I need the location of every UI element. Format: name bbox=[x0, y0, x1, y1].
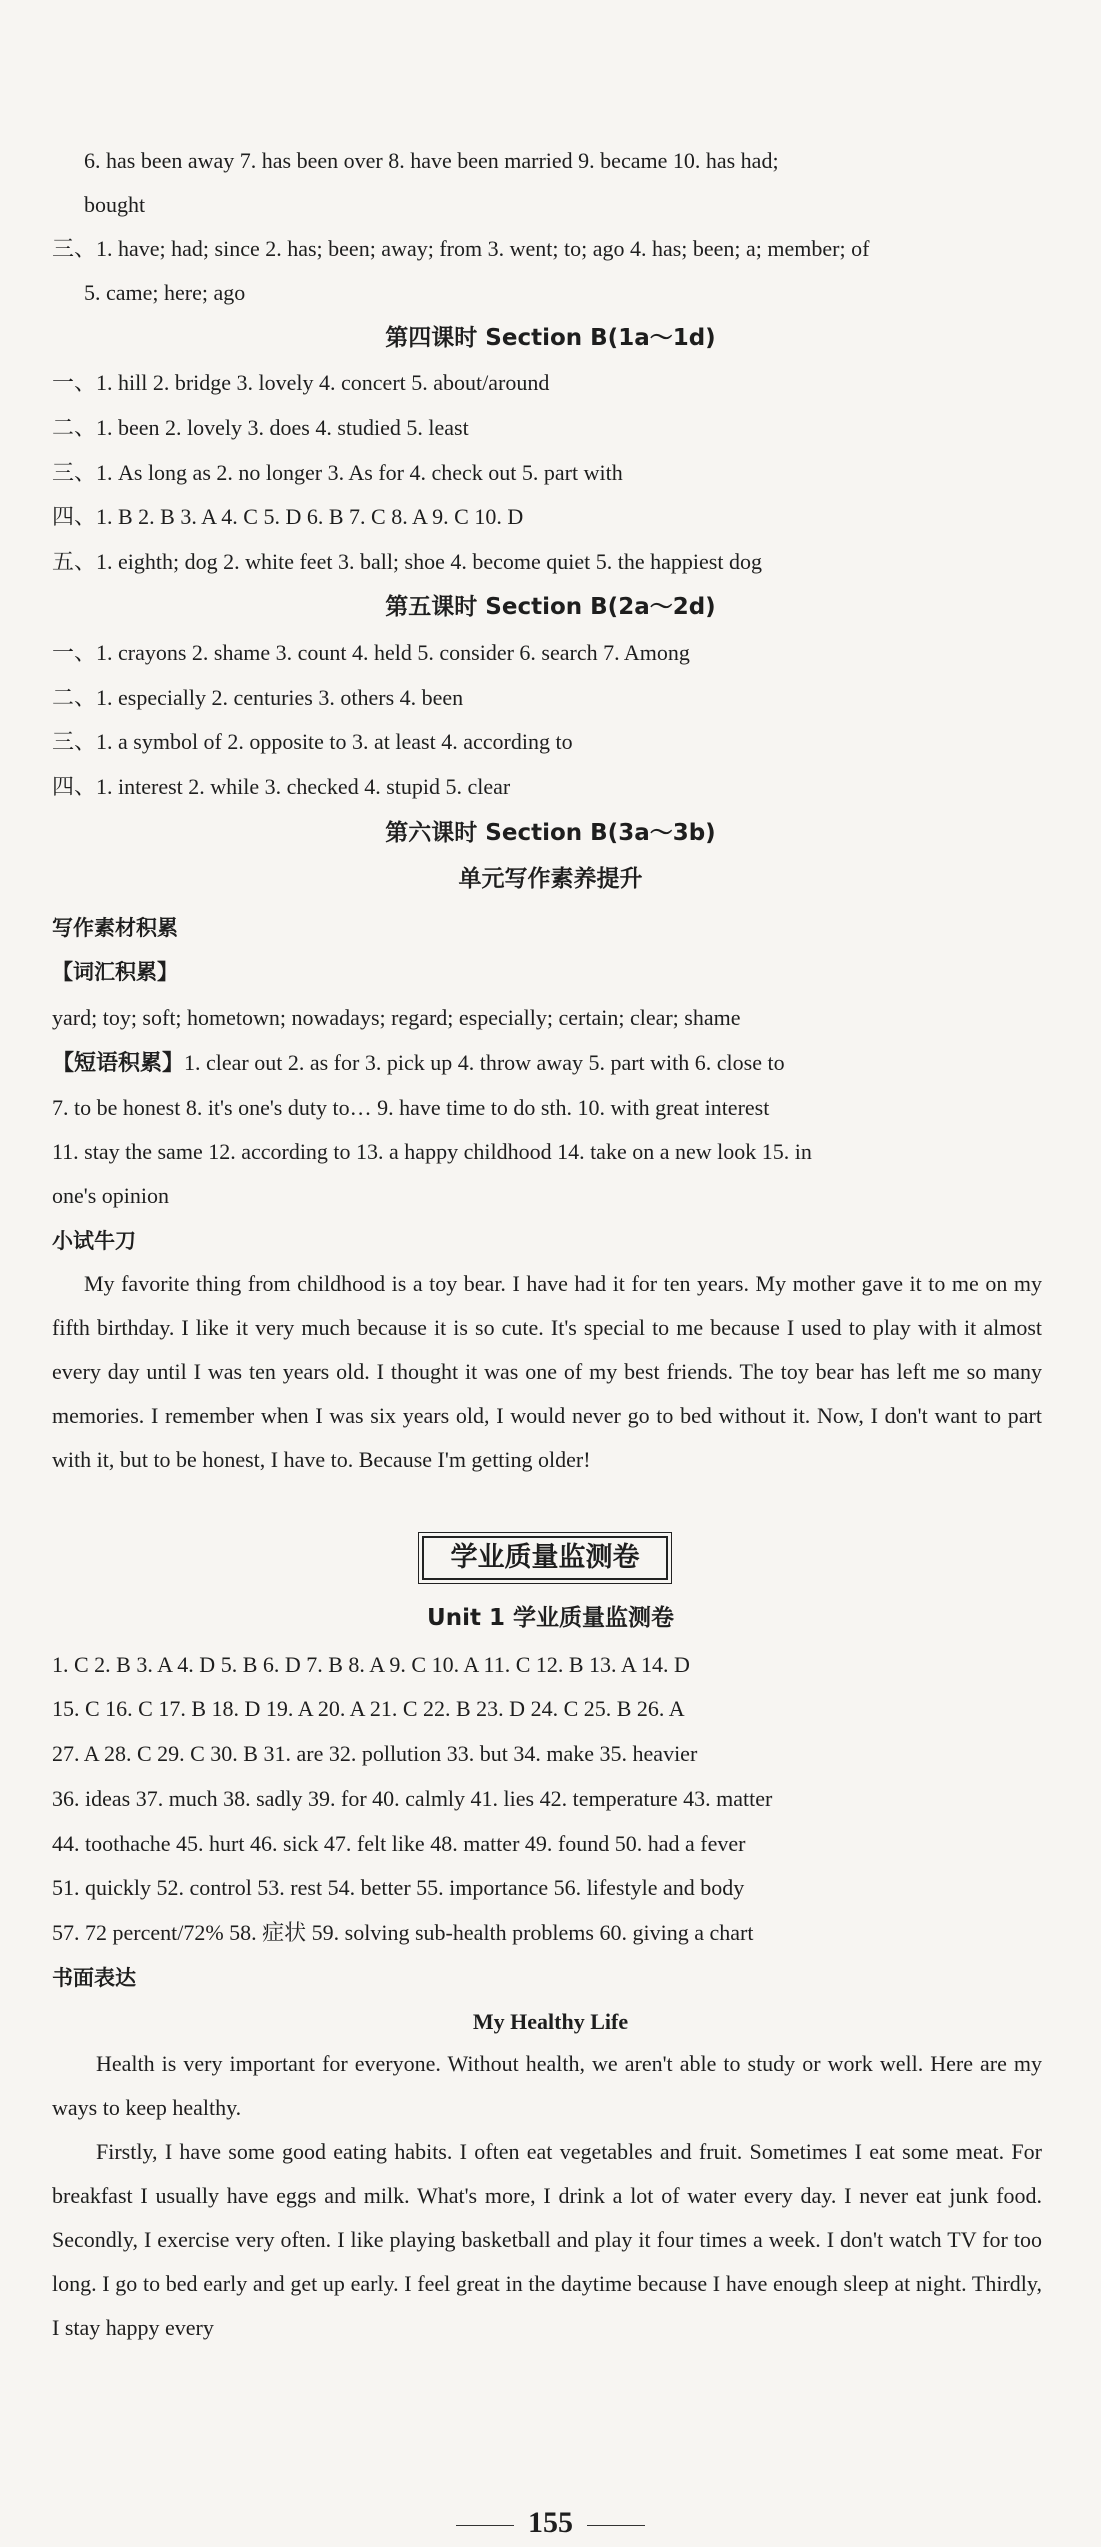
phrase-line: 7. to be honest 8. it's one's duty to… 9. have time to do sth. 10. with great interest bbox=[52, 1095, 770, 1120]
answer-line: 1. C 2. B 3. A 4. D 5. B 6. D 7. B 8. A 9. C 10. A 11. C 12. B 13. A 14. D bbox=[52, 1652, 690, 1677]
answer-line: 15. C 16. C 17. B 18. D 19. A 20. A 21. C 22. B 23. D 24. C 25. B 26. A bbox=[52, 1696, 685, 1721]
essay-paragraph: Health is very important for everyone. Without health, we aren't able to study or work well. Here are my ways to keep healthy. bbox=[52, 2051, 1042, 2120]
essay-title: My Healthy Life bbox=[472, 2009, 629, 2034]
answer-line: 36. ideas 37. much 38. sadly 39. for 40. calmly 41. lies 42. temperature 43. matter bbox=[52, 1786, 773, 1811]
essay-paragraph: Firstly, I have some good eating habits. I often eat vegetables and fruit. Sometimes I eat some meat. For breakfast I usually have eggs and milk. What's more, I drink a lot of water every day. I never eat junk food. Secondly, I exercise very often. I like playing basketball and play it four times a week. I don't watch TV for too long. I go to bed early and get up early. I feel great in the daytime because I have enough sleep at night. Thirdly, I stay happy every bbox=[52, 2139, 1042, 2340]
lesson-title: 第六课时 Section B(3a～3b) bbox=[385, 820, 716, 846]
answer-line: 57. 72 percent/72% 58. 症状 59. solving sub-health problems 60. giving a chart bbox=[52, 1920, 754, 1945]
practice-paragraph: My favorite thing from childhood is a toy bear. I have had it for ten years. My mother gave it to me on my fifth birthday. I like it very much because it is so cute. It's special to me because I used to play with it almost every day until I was ten years old. I thought it was one of my best friends. The toy bear has left me so many memories. I remember when I was six years old, I would never go to bed without it. Now, I don't want to part with it, but to be honest, I have to. Because I'm getting older! bbox=[52, 1271, 1042, 1472]
answer-line: 二、1. been 2. lovely 3. does 4. studied 5. least bbox=[52, 415, 469, 440]
answer-line: 一、1. hill 2. bridge 3. lovely 4. concert 5. about/around bbox=[52, 370, 550, 395]
quality-box-title: 学业质量监测卷 bbox=[422, 1536, 668, 1580]
answer-line: 五、1. eighth; dog 2. white feet 3. ball; shoe 4. become quiet 5. the happiest dog bbox=[52, 549, 762, 574]
answer-line: 44. toothache 45. hurt 46. sick 47. felt like 48. matter 49. found 50. had a fever bbox=[52, 1831, 746, 1856]
answer-line: 四、1. interest 2. while 3. checked 4. stupid 5. clear bbox=[52, 774, 511, 799]
answer-line: 6. has been away 7. has been over 8. have been married 9. became 10. has had; bbox=[84, 148, 779, 173]
answer-line: 三、1. have; had; since 2. has; been; away; from 3. went; to; ago 4. has; been; a; member; of bbox=[52, 236, 870, 261]
phrase-line: one's opinion bbox=[52, 1183, 170, 1208]
section-heading: 书面表达 bbox=[52, 1966, 136, 1990]
lesson-title: 第五课时 Section B(2a～2d) bbox=[385, 594, 716, 620]
phrase-line: 11. stay the same 12. according to 13. a happy childhood 14. take on a new look 15. in bbox=[52, 1139, 812, 1164]
answer-line: 一、1. crayons 2. shame 3. count 4. held 5. consider 6. search 7. Among bbox=[52, 640, 690, 665]
section-heading: 写作素材积累 bbox=[52, 916, 178, 940]
phrase-line: 【短语积累】1. clear out 2. as for 3. pick up 4. throw away 5. part with 6. close to bbox=[52, 1050, 785, 1076]
lesson-title: 第四课时 Section B(1a～1d) bbox=[385, 325, 716, 351]
answer-line: bought bbox=[84, 192, 146, 217]
vocab-line: yard; toy; soft; hometown; nowadays; regard; especially; certain; clear; shame bbox=[52, 1005, 741, 1030]
unit-title: Unit 1 学业质量监测卷 bbox=[427, 1605, 674, 1631]
section-heading: 【词汇积累】 bbox=[52, 960, 178, 984]
answer-line: 27. A 28. C 29. C 30. B 31. are 32. pollution 33. but 34. make 35. heavier bbox=[52, 1741, 698, 1766]
answer-line: 三、1. As long as 2. no longer 3. As for 4. check out 5. part with bbox=[52, 460, 623, 485]
answer-line: 51. quickly 52. control 53. rest 54. better 55. importance 56. lifestyle and body bbox=[52, 1875, 745, 1900]
answer-line: 二、1. especially 2. centuries 3. others 4. been bbox=[52, 685, 464, 710]
answer-line: 5. came; here; ago bbox=[84, 280, 246, 305]
answer-line: 三、1. a symbol of 2. opposite to 3. at least 4. according to bbox=[52, 729, 573, 754]
section-heading: 小试牛刀 bbox=[52, 1229, 136, 1253]
section-subtitle: 单元写作素养提升 bbox=[458, 866, 643, 892]
answer-line: 四、1. B 2. B 3. A 4. C 5. D 6. B 7. C 8. A 9. C 10. D bbox=[52, 504, 524, 529]
page-number: 155 bbox=[0, 2506, 1101, 2540]
